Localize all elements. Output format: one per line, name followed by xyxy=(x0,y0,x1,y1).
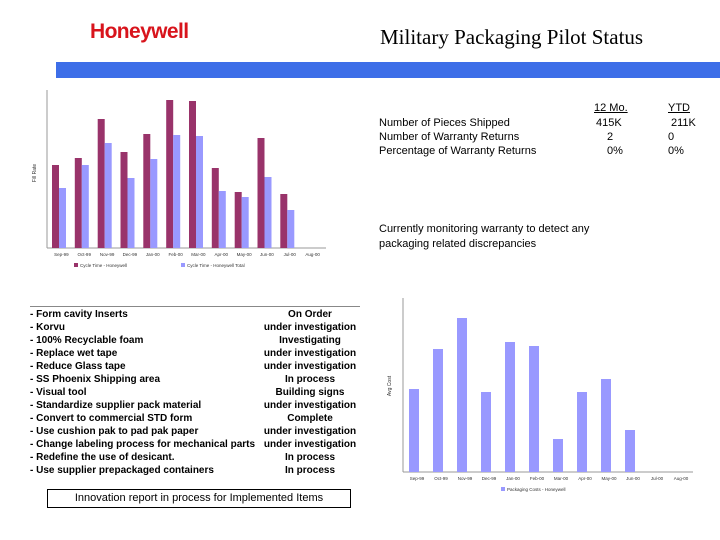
ytd-header: YTD xyxy=(668,102,690,114)
initiative-label: - Use cushion pak to pad pak paper xyxy=(30,426,199,437)
list-top-rule xyxy=(30,306,360,307)
x-tick-label: Jun-00 xyxy=(260,252,274,257)
initiative-status: under investigation xyxy=(263,400,357,411)
bar-1-jun-00 xyxy=(625,430,635,472)
bar-1-feb-00 xyxy=(166,100,173,248)
chart2-y-label: Avg Cost xyxy=(387,375,393,397)
initiative-status: On Order xyxy=(288,309,332,320)
list-item xyxy=(30,386,362,399)
list-item xyxy=(30,438,362,451)
initiative-status: Building signs xyxy=(275,387,345,398)
stat-ytd-value: 211K xyxy=(671,117,696,129)
stat-label: Number of Pieces Shipped xyxy=(379,117,510,129)
initiative-label: - Redefine the use of desicant. xyxy=(30,452,175,463)
bar-2-oct-99 xyxy=(82,165,89,248)
x-tick-label: Nov-99 xyxy=(99,252,115,257)
chart1-legend-swatch-1 xyxy=(74,263,78,267)
list-item xyxy=(30,425,362,438)
bar-2-nov-99 xyxy=(105,143,112,248)
initiative-label: - Convert to commercial STD form xyxy=(30,413,193,424)
x-tick-label: Jan-00 xyxy=(506,476,520,481)
bar-1-apr-00 xyxy=(577,392,587,472)
x-tick-label: Feb-00 xyxy=(529,476,545,481)
bar-1-jun-00 xyxy=(258,138,265,248)
initiative-status: under investigation xyxy=(263,426,357,437)
month-header: 12 Mo. xyxy=(594,102,628,114)
initiative-label: - Form cavity Inserts xyxy=(30,309,128,320)
list-item xyxy=(30,321,362,334)
x-tick-label: Oct-99 xyxy=(77,252,91,257)
list-item xyxy=(30,464,362,477)
bar-1-apr-00 xyxy=(212,168,219,248)
list-item xyxy=(30,412,362,425)
initiative-label: - SS Phoenix Shipping area xyxy=(30,374,161,385)
header-divider-bar xyxy=(26,62,720,78)
list-item xyxy=(30,373,362,386)
x-tick-label: May-00 xyxy=(236,252,252,257)
honeywell-logo: Honeywell xyxy=(90,20,189,43)
list-item xyxy=(30,399,362,412)
bar-1-may-00 xyxy=(601,379,611,472)
initiative-status: under investigation xyxy=(263,439,357,450)
chart1-legend-label-2: Cycle Time - Honeywell Total xyxy=(187,263,245,268)
x-tick-label: Apr-00 xyxy=(214,252,228,257)
chart1-legend-label-1: Cycle Time - Honeywell xyxy=(80,263,128,268)
packaging-cost-chart xyxy=(383,296,720,496)
list-item xyxy=(30,308,362,321)
x-tick-label: Mar-00 xyxy=(553,476,569,481)
bar-1-may-00 xyxy=(235,192,242,248)
list-item xyxy=(30,360,362,373)
initiative-status: In process xyxy=(284,452,336,463)
bar-1-sep-99 xyxy=(409,389,419,472)
bar-1-mar-00 xyxy=(189,101,196,248)
chart2-legend-swatch xyxy=(501,487,505,491)
initiative-label: - 100% Recyclable foam xyxy=(30,335,144,346)
x-tick-label: Jul-00 xyxy=(283,252,296,257)
initiative-status: under investigation xyxy=(263,361,357,372)
x-tick-label: Jun-00 xyxy=(626,476,640,481)
bar-1-jan-00 xyxy=(143,134,150,248)
monitoring-note: Currently monitoring warranty to detect any packaging related discrepancies xyxy=(379,223,590,250)
stat-label: Percentage of Warranty Returns xyxy=(379,145,537,157)
x-tick-label: Dec-99 xyxy=(122,252,138,257)
initiative-label: - Visual tool xyxy=(30,387,87,398)
bar-1-dec-99 xyxy=(121,152,128,248)
initiative-label: - Change labeling process for mechanical parts xyxy=(30,439,256,450)
x-tick-label: Apr-00 xyxy=(578,476,592,481)
bar-2-feb-00 xyxy=(173,135,180,248)
initiative-label: - Korvu xyxy=(30,322,65,333)
initiative-status: Complete xyxy=(287,413,333,424)
chart1-y-label: Fill Rate xyxy=(32,163,38,183)
x-tick-label: May-00 xyxy=(601,476,617,481)
bar-2-may-00 xyxy=(242,197,249,248)
bar-2-jan-00 xyxy=(150,159,157,248)
stat-ytd-value: 0 xyxy=(668,131,675,143)
x-tick-label: Jan-00 xyxy=(145,252,160,257)
bar-2-sep-99 xyxy=(59,188,66,248)
x-tick-label: Sep-99 xyxy=(54,252,69,257)
x-tick-label: Sep-99 xyxy=(409,476,425,481)
bar-1-jul-00 xyxy=(280,194,287,248)
x-tick-label: Jul-00 xyxy=(650,476,664,481)
list-item xyxy=(30,451,362,464)
divider-gap xyxy=(26,62,56,78)
bar-2-jul-00 xyxy=(287,210,294,248)
bar-1-oct-99 xyxy=(433,349,443,472)
bar-1-jan-00 xyxy=(505,342,515,472)
bar-1-dec-99 xyxy=(481,392,491,472)
stat-label: Number of Warranty Returns xyxy=(379,131,520,143)
bar-2-mar-00 xyxy=(196,136,203,248)
initiative-status: In process xyxy=(284,374,336,385)
initiative-label: - Use supplier prepackaged containers xyxy=(30,465,214,476)
chart2-legend-label: Packaging Costs - Honeywell xyxy=(507,487,566,492)
fill-rate-chart xyxy=(28,88,328,270)
x-tick-label: Mar-00 xyxy=(191,252,206,257)
list-item xyxy=(30,347,362,360)
x-tick-label: Nov-99 xyxy=(457,476,473,481)
chart1-legend-swatch-2 xyxy=(181,263,185,267)
list-item xyxy=(30,334,362,347)
stat-month-value: 0% xyxy=(607,145,623,157)
initiative-status: In process xyxy=(284,465,336,476)
bar-2-dec-99 xyxy=(128,178,135,248)
page-title: Military Packaging Pilot Status xyxy=(380,25,644,49)
initiative-status: Investigating xyxy=(279,335,341,346)
bar-1-nov-99 xyxy=(457,318,467,472)
stat-month-value: 415K xyxy=(596,117,622,129)
bar-1-sep-99 xyxy=(52,165,59,248)
initiative-status: under investigation xyxy=(263,322,357,333)
bar-1-oct-99 xyxy=(75,158,82,248)
initiative-status: under investigation xyxy=(263,348,357,359)
x-tick-label: Oct-99 xyxy=(434,476,448,481)
initiative-label: - Standardize supplier pack material xyxy=(30,400,202,411)
bar-2-apr-00 xyxy=(219,191,226,248)
bar-2-jun-00 xyxy=(265,177,272,248)
initiative-label: - Reduce Glass tape xyxy=(30,361,126,372)
bar-1-mar-00 xyxy=(553,439,563,472)
innovation-report-note: Innovation report in process for Implemented Items xyxy=(47,489,351,508)
x-tick-label: Feb-00 xyxy=(168,252,183,257)
initiative-label: - Replace wet tape xyxy=(30,348,118,359)
bar-1-nov-99 xyxy=(98,119,105,248)
bar-1-feb-00 xyxy=(529,346,539,472)
x-tick-label: Dec-99 xyxy=(481,476,497,481)
stat-month-value: 2 xyxy=(607,131,614,143)
stat-ytd-value: 0% xyxy=(668,145,684,157)
x-tick-label: Aug-00 xyxy=(305,252,320,257)
x-tick-label: Aug-00 xyxy=(673,476,689,481)
